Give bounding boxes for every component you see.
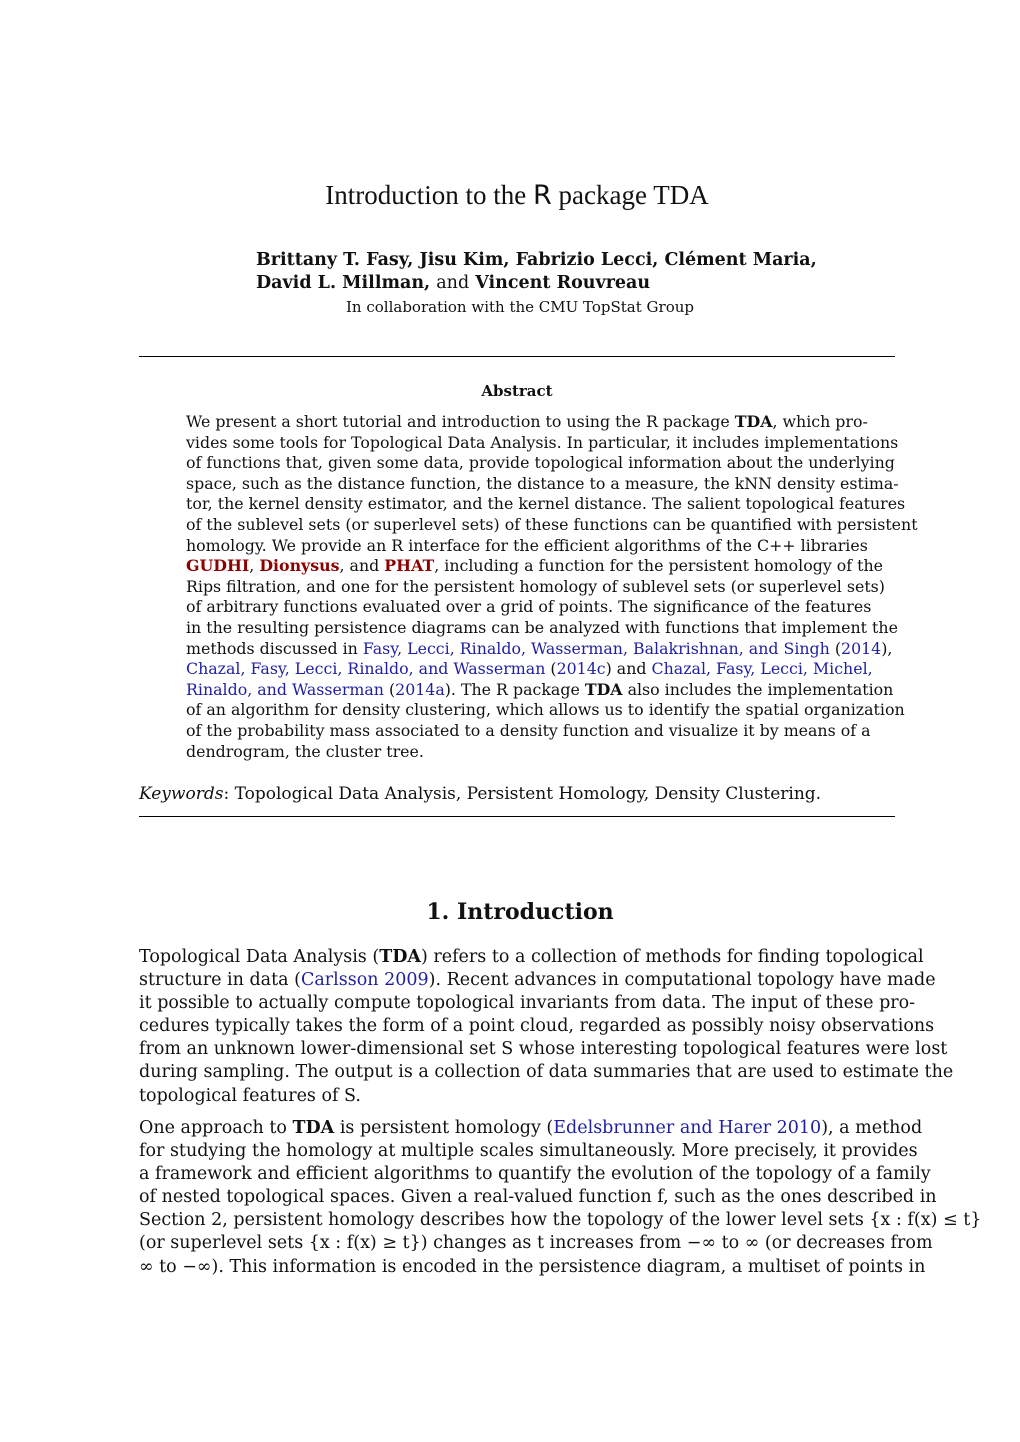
section-title: 1. Introduction — [426, 899, 614, 925]
para1_lines-line: from an unknown lower-dimensional set S whose interesting topological features were lost — [139, 1039, 948, 1060]
citation-link[interactable]: Edelsbrunner and Harer 2010 — [553, 1118, 822, 1138]
citation-link[interactable]: 2014 — [841, 638, 882, 658]
citation-link[interactable]: Carlsson 2009 — [300, 970, 429, 991]
abstract_lines-line: homology. We provide an R interface for the efficient algorithms of the C++ libraries — [186, 535, 868, 555]
highlighted-term: Dionysus — [259, 556, 340, 576]
citation-link[interactable]: Rinaldo, and Wasserman — [186, 679, 384, 699]
para1_lines-line: structure in data (Carlsson 2009). Recent advances in computational topology have made — [139, 970, 936, 991]
author-rouvreau: Vincent Rouvreau — [475, 273, 651, 293]
highlighted-term: TDA — [734, 412, 773, 431]
para2_lines-line: a framework and efficient algorithms to quantify the evolution of the topology of a family — [139, 1164, 931, 1185]
abstract_lines-line: of the sublevel sets (or superlevel sets) of these functions can be quantified with persistent — [186, 514, 918, 534]
para2_lines-line: for studying the homology at multiple scales simultaneously. More precisely, it provides — [139, 1141, 918, 1162]
highlighted-term: GUDHI — [186, 556, 250, 576]
para1_lines-line: during sampling. The output is a collection of data summaries that are used to estimate the — [139, 1062, 954, 1083]
highlighted-term: PHAT — [384, 556, 435, 576]
intro-paragraph-2 — [139, 1117, 982, 1279]
abstract_lines-line: Chazal, Fasy, Lecci, Rinaldo, and Wasserman (2014c) and Chazal, Fasy, Lecci, Michel, — [186, 659, 873, 679]
abstract_lines-line: of the probability mass associated to a density function and visualize it by means of a — [186, 720, 871, 740]
top-rule — [139, 356, 895, 357]
para2_lines-line: Section 2, persistent homology describes how the topology of the lower level sets {x : f(x) ≤ t} — [139, 1210, 982, 1231]
abstract-body — [186, 412, 918, 762]
keywords-text: : Topological Data Analysis, Persistent Homology, Density Clustering. — [223, 784, 822, 804]
bottom-rule — [139, 816, 895, 817]
paper-title: Introduction to the R package TDA — [325, 180, 709, 211]
abstract_lines-line: of functions that, given some data, provide topological information about the underlying — [186, 453, 895, 473]
collaboration-note: In collaboration with the CMU TopStat Group — [346, 298, 694, 316]
citation-link[interactable]: Chazal, Fasy, Lecci, Rinaldo, and Wasserman — [186, 659, 546, 679]
para2_lines-line: ∞ to −∞). This information is encoded in the persistence diagram, a multiset of points in — [139, 1256, 926, 1277]
para2_lines-line: (or superlevel sets {x : f(x) ≥ t}) changes as t increases from −∞ to ∞ (or decreases from — [139, 1233, 933, 1254]
author-millman: David L. Millman, — [256, 273, 431, 293]
abstract_lines-line: Rinaldo, and Wasserman (2014a). The R package TDA also includes the implementation — [186, 679, 894, 699]
abstract_lines-line: dendrogram, the cluster tree. — [186, 741, 424, 761]
highlighted-term: TDA — [379, 947, 421, 967]
abstract_lines-line: vides some tools for Topological Data Analysis. In particular, it includes implementations — [186, 432, 899, 452]
abstract_lines-line: Rips filtration, and one for the persistent homology of sublevel sets (or superlevel sets) — [186, 576, 885, 596]
para1_lines-line: Topological Data Analysis (TDA) refers to a collection of methods for finding topological — [139, 947, 924, 967]
highlighted-term: TDA — [584, 679, 623, 699]
abstract_lines-line: We present a short tutorial and introduction to using the R package TDA, which pro- — [186, 412, 868, 431]
highlighted-term: TDA — [292, 1118, 335, 1138]
para1_lines-line: it possible to actually compute topological invariants from data. The input of these pro- — [139, 993, 916, 1014]
keywords-label: Keywords — [139, 784, 224, 804]
abstract_lines-line: tor, the kernel density estimator, and the kernel distance. The salient topological features — [186, 494, 906, 514]
citation-link[interactable]: Chazal, Fasy, Lecci, Michel, — [651, 659, 873, 679]
abstract_lines-line: in the resulting persistence diagrams can be analyzed with functions that implement the — [186, 617, 898, 637]
authors-and: and — [436, 273, 470, 293]
citation-link[interactable]: 2014a — [395, 679, 445, 699]
abstract-heading: Abstract — [481, 382, 553, 400]
para2_lines-line: One approach to TDA is persistent homology (Edelsbrunner and Harer 2010), a method — [139, 1118, 923, 1138]
para2_lines-line: of nested topological spaces. Given a real-valued function f, such as the ones described in — [139, 1187, 937, 1208]
abstract_lines-line: of arbitrary functions evaluated over a grid of points. The significance of the features — [186, 597, 872, 617]
abstract_lines-line: space, such as the distance function, the distance to a measure, the kNN density estima- — [186, 473, 899, 493]
authors-line-1: Brittany T. Fasy, Jisu Kim, Fabrizio Lecci, Clément Maria, — [256, 250, 817, 270]
para1_lines-line: topological features of S. — [139, 1085, 361, 1106]
authors-line-2 — [256, 273, 650, 293]
abstract_lines-line: methods discussed in Fasy, Lecci, Rinaldo, Wasserman, Balakrishnan, and Singh (2014), — [186, 638, 893, 658]
intro-paragraph-1 — [139, 946, 954, 1108]
keywords — [139, 784, 821, 804]
citation-link[interactable]: Fasy, Lecci, Rinaldo, Wasserman, Balakrishnan, and Singh — [362, 638, 830, 658]
abstract_lines-line: GUDHI, Dionysus, and PHAT, including a function for the persistent homology of the — [186, 556, 884, 576]
abstract_lines-line: of an algorithm for density clustering, which allows us to identify the spatial organization — [186, 700, 905, 720]
para1_lines-line: cedures typically takes the form of a point cloud, regarded as possibly noisy observations — [139, 1016, 935, 1037]
citation-link[interactable]: 2014c — [556, 659, 606, 679]
